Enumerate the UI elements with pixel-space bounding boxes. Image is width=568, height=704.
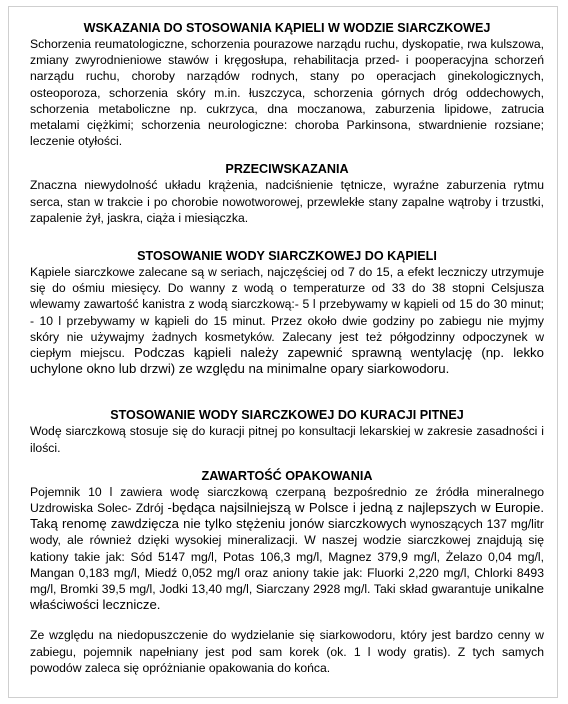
section-text: Schorzenia reumatologiczne, schorzenia pourazowe narządu ruchu, dyskopatie, rwa kulszowa, zmiany zwyrodnieniowe stawów i kręgosłupa, rehabilitacja przed- i pooperacyjna schorzeń narządu ruchu, choroby narządów rodnych, stany po operacjach ginekologicznych, osteoporoza, schorzenia skóry m.in. łuszczyca, schorzenia górnych dróg oddechowych, schorzenia metaboliczne np. cukrzyca, dna moczanowa, zaburzenia lipidowe, zatrucia metalami ciężkimi; schorzenia neurologiczne: choroba Parkinsona, stwardnienie rozsiane; leczenie otyłości. [30, 37, 544, 149]
contents-text-b: -będąca najsilniejszą w Polsce i jedną z najlepszych w Europie. Taką renomę zawdzięcza nie tylko stężeniu jonów siarczkowych [30, 500, 544, 532]
bath-usage-text: Kąpiele siarczkowe zalecane są w seriach, najczęściej od 7 do 15, a efekt leczniczy utrzymuje się do ośmiu miesięcy. Do wanny z wodą o temperaturze od 33 do 38 stopni Celsjusza wlewamy zawartość kanistra z wodą siarczkową:- 5 l przebywamy w kąpieli od 15 do 30 minut; - 10 l przebywamy w kąpieli do 15 minut. Przez około dwie godziny po zabiegu nie myjmy skóry nie używajmy żadnych kosmetyków. Zalecany jest też półgodzinny odpoczynek w ciepłym miejscu. [30, 265, 544, 361]
section-heading: PRZECIWSKAZANIA [225, 162, 349, 177]
contents-text-d: unikalne właściwości lecznicze. [30, 581, 544, 613]
section-text [30, 264, 544, 377]
section-indications [30, 20, 544, 149]
ventilation-note: Podczas kąpieli należy zapewnić sprawną wentylację (np. lekko uchylone okno lub drzwi) ze względu na minimalne opary siarkowodoru. [30, 345, 544, 377]
contents-text-a: Pojemnik 10 l zawiera wodę siarczkową czerpaną bezpośrednio ze źródła mineralnego Uzdrowiska Solec- Zdrój [30, 484, 544, 516]
section-heading: STOSOWANIE WODY SIARCZKOWEJ DO KURACJI PITNEJ [110, 408, 464, 423]
section-text: Wodę siarczkową stosuje się do kuracji pitnej po konsultacji lekarskiej w zakresie zasadności i ilości. [30, 424, 544, 455]
section-heading: ZAWARTOŚĆ OPAKOWANIA [201, 468, 373, 483]
section-text [30, 484, 544, 614]
section-heading: WSKAZANIA DO STOSOWANIA KĄPIELI W WODZIE SIARCZKOWEJ [83, 21, 491, 35]
section-text: Znaczna niewydolność układu krążenia, nadciśnienie tętnicze, wyraźne zaburzenia rytmu serca, stan w trakcie i po chorobie nowotworowej, przewlekłe stany zapalne wątroby i trzustki, zapalenie żył, jaskra, ciąża i miesiączka. [30, 178, 544, 225]
section-contraindications [30, 161, 544, 226]
section-drinking-cure [30, 407, 544, 455]
section-package-contents [30, 468, 544, 676]
section-heading: STOSOWANIE WODY SIARCZKOWEJ DO KĄPIELI [137, 249, 437, 264]
closing-text: Ze względu na niedopuszczenie do wydzielanie się siarkowodoru, który jest bardzo cenny w zabiegu, pojemnik napełniany jest pod sam korek (ok. 1 l wody gratis). Z tych samych powodów zaleca się opróżnianie opakowania do końca. [30, 628, 544, 675]
contents-text-c: wynoszących 137 mg/litr wody, ale również dzięki wysokiej mineralizacji. W naszej wodzie siarczkowej znajdują się kationy takie jak: Sód 5147 mg/l, Potas 106,3 mg/l, Magnez 379,9 mg/l, Żelazo 0,04 mg/l, Mangan 0,183 mg/l, Miedź 0,052 mg/l oraz aniony takie jak: Fluorki 2,220 mg/l, Chlorki 8493 mg/l, Bromki 39,5 mg/l, Jodki 13,40 mg/l, Siarczany 2928 mg/l. Taki skład gwarantuje [30, 517, 544, 597]
section-bath-usage [30, 248, 544, 377]
document-content [30, 20, 544, 676]
